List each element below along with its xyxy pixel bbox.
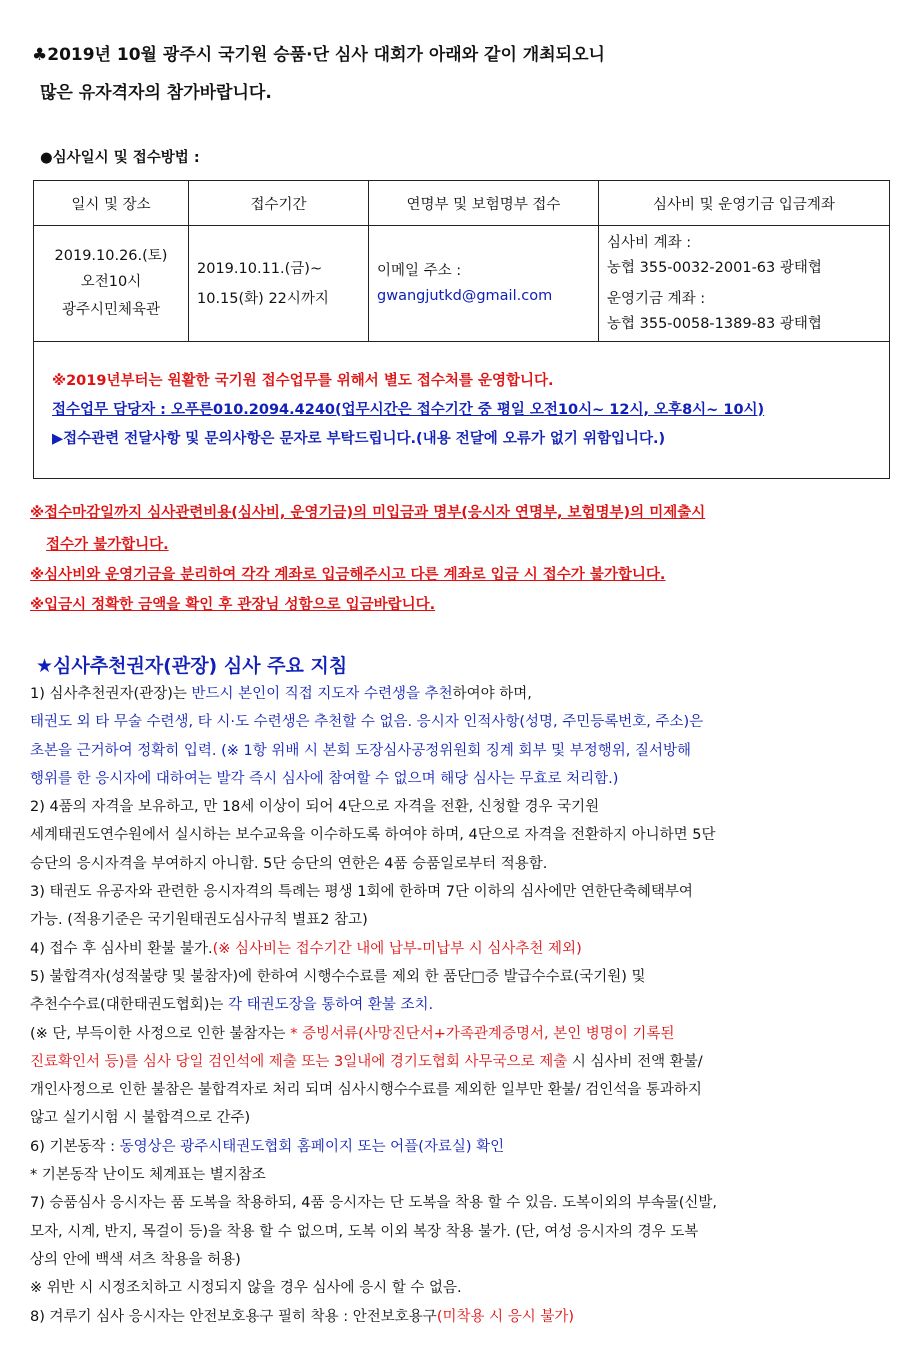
body-line-19: 7) 승품심사 응시자는 품 도복을 착용하되, 4품 응시자는 단 도복을 착용 할 수 있음. 도복이외의 부속물(신발,: [30, 1195, 718, 1212]
body-line-5: 2) 4품의 자격을 보유하고, 만 18세 이상이 되어 4단으로 자격을 전환, 신청할 경우 국기원: [30, 799, 600, 816]
body-line-9: 가능. (적용기준은 국기원태권도심사규칙 별표2 참고): [30, 912, 368, 929]
notice-line-3: ▶접수관련 전달사항 및 문의사항은 문자로 부탁드립니다.(내용 전달에 오류가 없기 위함입니다.): [52, 430, 666, 447]
body-line-21: 상의 안에 백색 셔츠 착용을 허용): [30, 1251, 241, 1268]
body-line-17: [30, 1133, 717, 1161]
body-line-15: 개인사정으로 인한 불참은 불합격자로 처리 되며 심사시행수수료를 제외한 일부만 환불/ 검인석을 통과하지: [30, 1082, 702, 1099]
body-line-11: 5) 불합격자(성적불량 및 불참자)에 한하여 시행수수료를 제외 한 품단□증 발급수수료(국기원) 및: [30, 968, 646, 985]
body-block: [30, 680, 717, 1331]
body-line-23a: 8) 겨루기 심사 응시자는 안전보호용구 필히 착용 : 안전보호용구: [30, 1308, 437, 1325]
body-line-23b: (미착용 시 응시 불가): [436, 1308, 575, 1325]
body-line-8: 3) 태권도 유공자와 관련한 응시자격의 특례는 평생 1회에 한하며 7단 이하의 심사에만 연한단축혜택부여: [30, 884, 693, 901]
body-line-3: 초본을 근거하여 정확히 입력. (※ 1항 위배 시 본회 도장심사공정위원회 징계 회부 및 부정행위, 질서방해: [30, 742, 692, 759]
body-line-13a: (※ 단, 부득이한 사정으로 인한 불참자는: [30, 1025, 291, 1042]
exam-fee-account-number: 농협 355-0032-2001-63 광태협: [607, 259, 822, 276]
cell-notice: [34, 342, 890, 479]
body-line-18: * 기본동작 난이도 체계표는 별지참조: [30, 1167, 266, 1184]
warning-1: ※접수마감일까지 심사관련비용(심사비, 운영기금)의 미입금과 명부(응시자 연명부, 보험명부)의 미제출시: [30, 505, 706, 521]
body-line-1b: 반드시 본인이 직접 지도자 수련생을 추천: [191, 686, 453, 702]
intro-line-1: ♣2019년 10월 광주시 국기원 승품·단 심사 대회가 아래와 같이 개최되오니: [32, 45, 605, 65]
table-header-row: [34, 181, 890, 226]
body-line-22: ※ 위반 시 시정조치하고 시정되지 않을 경우 심사에 응시 할 수 없음.: [30, 1280, 462, 1297]
cell-accounts: [599, 226, 890, 342]
notice-line-1: ※2019년부터는 원활한 국기원 접수업무를 위해서 별도 접수처를 운영합니다.: [52, 372, 554, 389]
body-line-2: 태권도 외 타 무술 수련생, 타 시·도 수련생은 추천할 수 없음. 응시자 인적사항(성명, 주민등록번호, 주소)은: [30, 714, 704, 731]
body-line-16: 않고 실기시험 시 불합격으로 간주): [30, 1110, 251, 1127]
body-line-20: 모자, 시계, 반지, 목걸이 등)을 착용 할 수 없으며, 도복 이외 복장 착용 불가. (단, 여성 응시자의 경우 도복: [30, 1223, 699, 1240]
body-line-10: [30, 935, 717, 963]
body-line-14: [30, 1048, 717, 1076]
warning-1-cont: 접수가 불가합니다.: [46, 537, 169, 553]
body-line-13: [30, 1020, 717, 1048]
period-end: 10.15(화) 22시까지: [197, 290, 329, 307]
exam-fee-account-label: 심사비 계좌 :: [607, 234, 692, 251]
body-line-12: [30, 991, 717, 1019]
body-line-23: [30, 1303, 717, 1331]
period-start: 2019.10.11.(금)~: [197, 260, 323, 277]
body-line-1c: 하여야 하며,: [452, 686, 532, 702]
schedule-table: [33, 180, 890, 479]
body-line-7: 승단의 응시자격을 부여하지 아니함. 5단 승단의 연한은 4품 승품일로부터 적용함.: [30, 855, 548, 872]
body-line-4: 행위를 한 응시자에 대하여는 발각 즉시 심사에 참여할 수 없으며 해당 심사는 무효로 처리함.): [30, 770, 619, 787]
body-line-12b: 각 태권도장을 통하여 환불 조치.: [228, 997, 434, 1014]
cell-period: [189, 226, 369, 342]
warning-2: ※심사비와 운영기금을 분리하여 각각 계좌로 입금해주시고 다른 계좌로 입금 시 접수가 불가합니다.: [30, 567, 666, 583]
header-period: 접수기간: [189, 181, 369, 226]
notice-line-2: 접수업무 담당자 : 오푸른010.2094.4240(업무시간은 접수기간 중 평일 오전10시~ 12시, 오후8시~ 10시): [52, 401, 765, 418]
warning-3: ※입금시 정확한 금액을 확인 후 관장님 성함으로 입금바랍니다.: [30, 597, 436, 613]
body-line-13b: * 증빙서류(사망진단서+가족관계증명서, 본인 병명이 기록된: [290, 1025, 675, 1042]
email-link[interactable]: gwangjutkd@gmail.com: [377, 287, 553, 304]
section2-title: ★심사추천권자(관장) 심사 주요 지침: [36, 655, 348, 677]
body-line-1: [30, 680, 717, 708]
header-account: 심사비 및 운영기금 입금계좌: [599, 181, 890, 226]
cell-date-place: [34, 226, 189, 342]
body-line-10a: 4) 접수 후 심사비 환불 불가.: [30, 940, 213, 957]
body-line-14b: 시 심사비 전액 환불/: [567, 1053, 703, 1070]
header-date-place: 일시 및 장소: [34, 181, 189, 226]
body-line-6: 세계태권도연수원에서 실시하는 보수교육을 이수하도록 하여야 하며, 4단으로 자격을 전환하지 아니하면 5단: [30, 827, 716, 844]
section1-heading: ●심사일시 및 접수방법 :: [40, 150, 200, 166]
body-line-17b: 동영상은 광주시태권도협회 홈페이지 또는 어플(자료실) 확인: [119, 1138, 505, 1155]
cell-email: [369, 226, 599, 342]
table-body-row: [34, 226, 890, 342]
body-line-10b: (※ 심사비는 접수기간 내에 납부-미납부 시 심사추천 제외): [212, 940, 582, 957]
body-line-12a: 추천수수료(대한태권도협회)는: [30, 997, 229, 1014]
body-line-1a: 1) 심사추천권자(관장)는: [30, 686, 192, 702]
body-line-14a: 진료확인서 등)를 심사 당일 검인석에 제출 또는 3일내에 경기도협회 사무국으로 제출: [30, 1053, 568, 1070]
fund-account-label: 운영기금 계좌 :: [607, 290, 706, 307]
date-text: 2019.10.26.(토): [54, 247, 168, 264]
venue-text: 광주시민체육관: [61, 301, 161, 318]
body-line-17a: 6) 기본동작 :: [30, 1138, 120, 1155]
table-notice-row: [34, 342, 890, 479]
header-roster: 연명부 및 보험명부 접수: [369, 181, 599, 226]
fund-account-number: 농협 355-0058-1389-83 광태협: [607, 315, 822, 332]
time-text: 오전10시: [80, 273, 142, 290]
intro-line-2: 많은 유자격자의 참가바랍니다.: [40, 83, 272, 103]
email-label: 이메일 주소 :: [377, 262, 462, 279]
